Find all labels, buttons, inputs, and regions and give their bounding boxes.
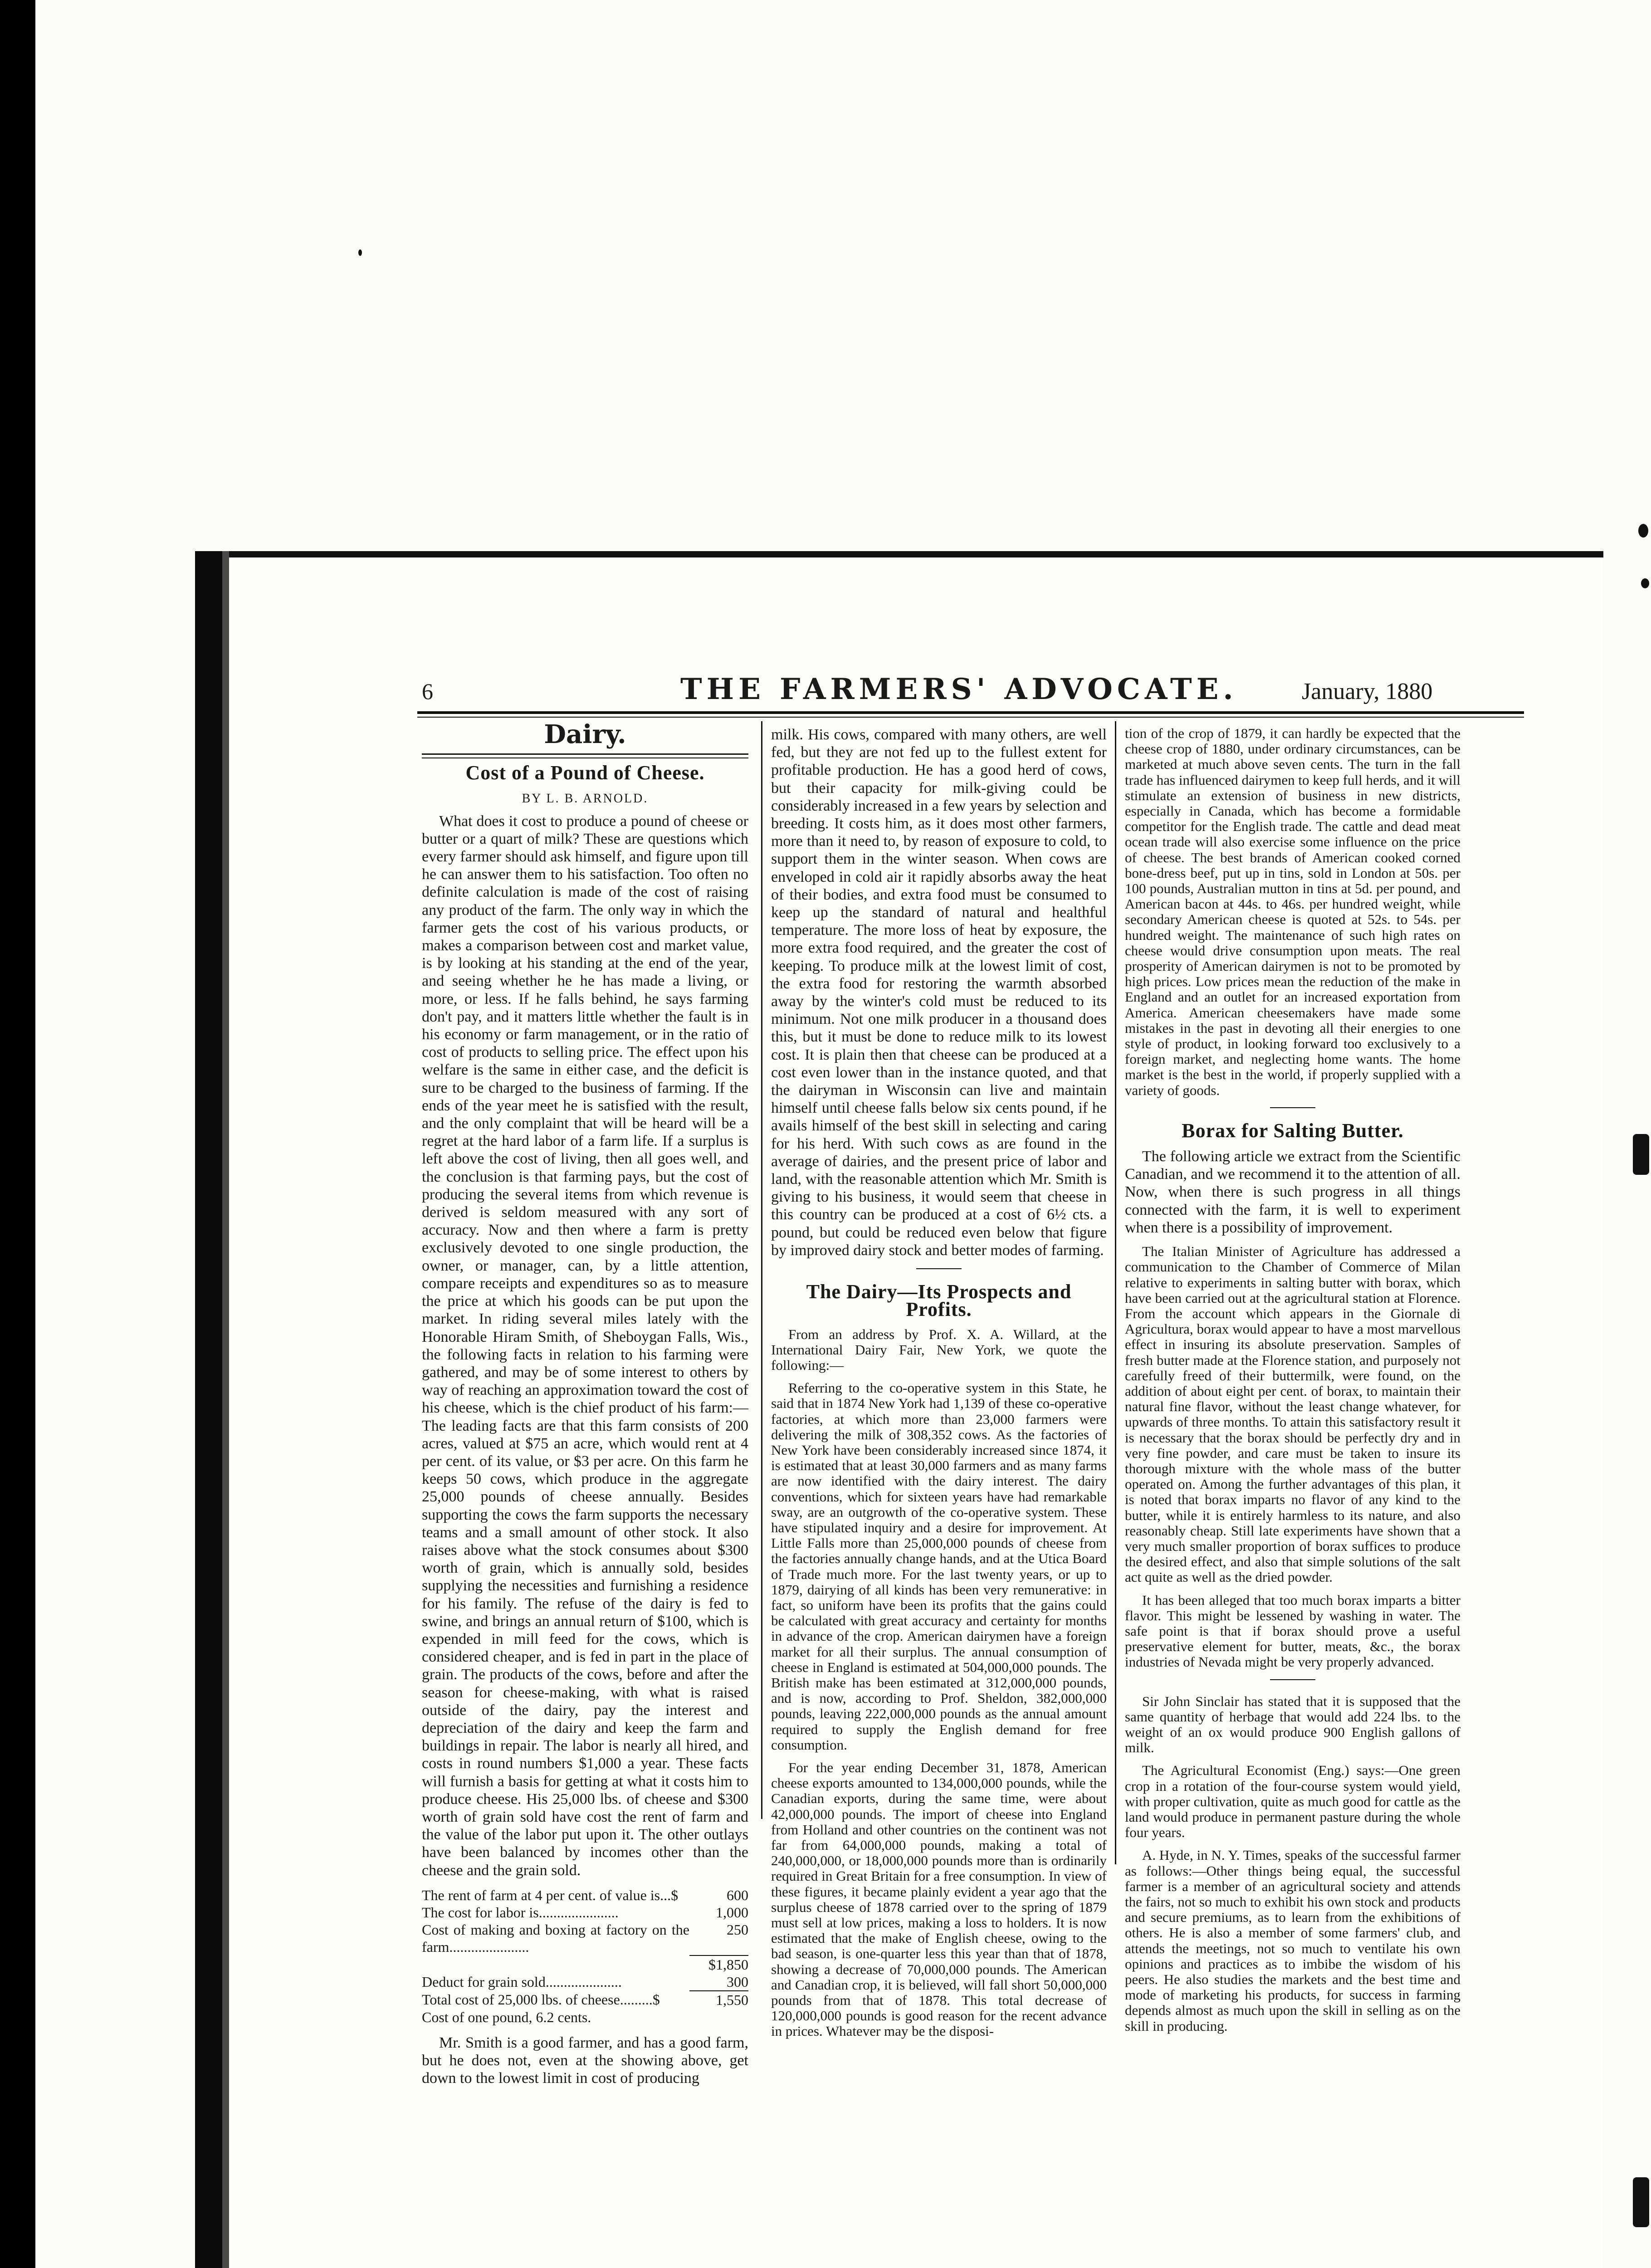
cost-value: 300	[727, 1973, 748, 1990]
column-3	[1125, 726, 1460, 2041]
cost-item: Cost of one pound, 6.2 cents.	[422, 2009, 591, 2025]
cost-item: Cost of making and boxing at factory on the farm......................	[422, 1921, 689, 1955]
article-paragraph: Mr. Smith is a good farmer, and has a good farm, but he does not, even at the showing above, get down to the lowest limit in cost of producing	[422, 2034, 748, 2087]
article-paragraph: What does it cost to produce a pound of cheese or butter or a quart of milk? These are questions which every farmer should ask himself, and figure upon till he can answer them to his satisfaction. Too often no definite calculation is made of the cost of raising any product of the farm. The only way in which the farmer gets the cost of his various products, or makes a comparison between cost and market value, is by looking at his standing at the end of the year, and seeing whether he he has made a living, or more, or less. If he falls behind, he says farming don't pay, and it matters little whether the fault is in his economy or farm management, or in the ratio of cost of products to selling price. The effect upon his welfare is the same in either case, and the deficit is sure to be charged to the business of farming. If the ends of the year meet he is satisfied with the result, and the only complaint that will be heard will be a regret at the hard labor of a farm life. If a surplus is left above the cost of living, then all goes well, and the conclusion is that farming pays, but the cost of producing the several items from which revenue is derived is seldom measured with any sort of accuracy. Now and then where a farm is pretty exclusively devoted to one single production, the owner, or manager, can, by a little attention, compare receipts and expenditures so as to measure the price at which his goods can be put upon the market. In riding several miles lately with the Honorable Hiram Smith, of Sheboygan Falls, Wis., the following facts in relation to his farming were gathered, and may be of some interest to others by way of reaching an approximation toward the cost of his cheese, which is the chief product of his farm:—The leading facts are that this farm consists of 200 acres, valued at $75 an acre, which would rent at 4 per cent. of its value, or $3 per acre. On this farm he keeps 50 cows, which produce in the aggregate 25,000 pounds of cheese annually. Besides supporting the cows the farm supports the necessary teams and a small amount of other stock. It also raises above what the stock consumes about $300 worth of grain, which is annually sold, besides supplying the necessities and furnishing a residence for his family. The refuse of the dairy is fed to swine, and brings an annual return of $100, which is expended in mill feed for the cows, which is considered cheaper, and is fed in part in the place of grain. The products of the cows, before and after the season for cheese-making, with what is raised outside of the dairy, pay the interest and depreciation of the dairy and keep the farm and buildings in repair. The labor is nearly all hired, and costs in round numbers $1,000 a year. These facts will furnish a basis for getting at what it costs him to produce cheese. His 25,000 lbs. of cheese and $300 worth of grain sold have cost the rent of farm and the value of the labor put upon it. The other outlays have been balanced by incomes other than the cheese and the grain sold.	[422, 812, 748, 1879]
article-paragraph: tion of the crop of 1879, it can hardly be expected that the cheese crop of 1880, under ordinary circumstances, can be marketed at much above seven cents. The turn in the fall trade has influenced dairymen to keep full herds, and it will stimulate an extension of business in new districts, especially in Canada, which has become a formidable competitor for the English trade. The cattle and dead meat ocean trade will also exercise some influence on the price of cheese. The best brands of American cooked corned bone-dress beef, put up in tins, sold in London at 50s. per 100 pounds, Australian mutton in tins at 5d. per pound, and American bacon at 44s. to 46s. per hundred weight, while secondary American cheese is quoted at 52s. to 54s. per hundred weight. The maintenance of such high rates on cheese would drive consumption upon meats. The real prosperity of American dairymen is not to be promoted by high prices. Low prices mean the reduction of the make in England and an outlet for an increased exportation from America. American cheesemakers have made some mistakes in the past in devoting all their energies to one style of product, in looking forward too exclusively to a foreign market, and neglecting home wants. The home market is the best in the world, if properly supplied with a variety of goods.	[1125, 725, 1460, 1098]
edge-speck	[358, 249, 362, 256]
cost-item: Total cost of 25,000 lbs. of cheese.........$	[422, 1991, 660, 2008]
cost-value: 600	[727, 1887, 748, 1903]
article-paragraph: The following article we extract from the Scientific Canadian, and we recommend it to the attention of all. Now, when there is such progress in all things connected with the farm, it is well to experiment when there is a possibility of improvement.	[1125, 1148, 1460, 1236]
article-divider	[1270, 1107, 1315, 1108]
article-divider	[1270, 1679, 1315, 1680]
misc-paragraph: A. Hyde, in N. Y. Times, speaks of the successful farmer as follows:—Other things being equal, the successful farmer is a member of an agricultural society and attends the fairs, not so much to exhibit his own stock and products and secure premiums, as to learn from the exhibitions of others. He is also a member of some farmers' club, and attends the meetings, not so much to ventilate his own opinions and practices as to imbibe the wisdom of his peers. He also studies the markets and the best time and mode of marketing his products, for success in farming depends almost as much upon the skill in selling as on the skill in producing.	[1125, 1847, 1460, 2034]
column-rule	[1115, 721, 1116, 1864]
column-rule	[761, 721, 762, 1819]
cost-item	[422, 1955, 689, 1973]
masthead-rule-thin	[417, 717, 1524, 718]
cost-item: The rent of farm at 4 per cent. of value is...$	[422, 1887, 679, 1903]
cost-value: 1,550	[689, 1991, 748, 2009]
edge-speck	[1641, 578, 1649, 588]
paper-title: THE FARMERS' ADVOCATE.	[680, 672, 1238, 706]
article-title-dairy: The Dairy—Its Prospects and Profits.	[806, 1281, 1072, 1321]
column-2	[771, 726, 1107, 2047]
misc-paragraph: Sir John Sinclair has stated that it is supposed that the same quantity of herbage that would add 224 lbs. to the weight of an ox would produce 900 English gallons of milk.	[1125, 1693, 1460, 1756]
cost-row	[422, 1955, 748, 1973]
edge-speck	[1638, 524, 1648, 538]
column-1	[422, 719, 748, 2094]
article-body-small	[1125, 726, 1460, 1098]
edge-speck	[1633, 1134, 1649, 1175]
cost-row	[422, 1973, 748, 1991]
article-body-small	[1125, 1244, 1460, 1670]
article-byline: BY L. B. ARNOLD.	[522, 792, 649, 806]
article-paragraph: Referring to the co-operative system in this State, he said that in 1874 New York had 1,139 of these co-operative factories, at which more than 23,000 farmers were delivering the milk of 308,352 cows. As the factories of New York have been considerably increased since 1874, it is estimated that at least 30,000 farmers and as many farms are now identified with the dairy interest. The dairy conventions, which for sixteen years have had remarkable sway, are an outgrowth of the co-operative system. These have stipulated inquiry and a desire for improvement. At Little Falls more than 25,000,000 pounds of cheese from the factories annually change hands, and at the Utica Board of Trade much more. For the last twenty years, or up to 1879, dairying of all kinds has been very remunerative: in fact, so uniform have been its profits that the gains could be calculated with great accuracy and certainty for months in advance of the crop. American dairymen have a foreign market for all their surplus. The annual consumption of cheese in England is estimated at 504,000,000 pounds. The British make has been estimated at 312,000,000 pounds, and is now, according to Prof. Sheldon, 382,000,000 pounds, leaving 222,000,000 pounds as the annual amount required to supply the English demand for free consumption.	[771, 1380, 1107, 1753]
misc-paragraph: The Agricultural Economist (Eng.) says:—One green crop in a rotation of the four-course system would yield, with proper cultivation, quite as much good for cattle as the land would produce in permanent pasture during the whole four years.	[1125, 1762, 1460, 1841]
article-paragraph: milk. His cows, compared with many others, are well fed, but they are not fed up to the fullest extent for profitable production. He has a good herd of cows, but their capacity for milk-giving could be considerably increased in a few years by selection and breeding. It costs him, as it does most other farmers, more than it need to, by reason of exposure to cold, to support them in the winter season. When cows are enveloped in cold air it rapidly absorbs away the heat of their bodies, and extra food must be consumed to keep up the standard of natural and healthful temperature. The more loss of heat by exposure, the more extra food required, and the greater the cost of keeping. To produce milk at the lowest limit of cost, the extra food for restoring the warmth absorbed away by the winter's cold must be reduced to its minimum. Not one milk producer in a thousand does this, but it must be done to reduce milk to its lowest cost. It is plain then that cheese can be produced at a cost even lower than in the instance quoted, and that the dairyman in Wisconsin can live and maintain himself until cheese falls below six cents pound, if he avails himself of the best skill in selecting and caring for his herd. With such cows as are found in the average of dairies, and the present price of labor and land, with the reasonable attention which Mr. Smith is giving to his business, it would seem that cheese in this country can be produced at a cost of 6½ cts. a pound, but could be reduced even below that figure by improved dairy stock and better modes of farming.	[771, 726, 1107, 1259]
edge-speck	[1633, 2177, 1649, 2227]
cost-value: 1,000	[716, 1904, 748, 1921]
cost-row	[422, 1904, 748, 1921]
article-paragraph: For the year ending December 31, 1878, American cheese exports amounted to 134,000,000 pounds, while the Canadian exports, during the same time, were about 42,000,000 pounds. The import of cheese into England from Holland and other countries on the continent was not far from 64,000,000 pounds, making a total of 240,000,000, or 18,000,000 pounds more than is ordinarily required in Great Britain for a free consumption. In view of these figures, it became plainly evident a year ago that the surplus cheese of 1878 carried over to the spring of 1879 must sell at low prices, making a loss to holders. It is now estimated that the make of English cheese, owing to the bad season, is one-quarter less this year than that of 1878, showing a decrease of 70,000,000 pounds. The American and Canadian crop, it is believed, will fall short 50,000,000 pounds from that of 1878. This total decrease of 120,000,000 pounds is good reason for the recent advance in prices. Whatever may be the disposi-	[771, 1759, 1107, 2039]
issue-date: January, 1880	[1302, 679, 1433, 704]
cost-item: Deduct for grain sold.....................	[422, 1973, 622, 1990]
section-heading: Dairy.	[544, 719, 626, 749]
cost-row	[422, 1991, 748, 2009]
book-binding	[195, 551, 222, 2268]
article-paragraph: It has been alleged that too much borax imparts a bitter flavor. This might be lessened by washing in water. The safe point is that if borax should prove a useful preservative element for butter, meats, &c., the borax industries of Nevada might be very properly advanced.	[1125, 1592, 1460, 1670]
cost-value: 250	[727, 1921, 748, 1938]
cost-row	[422, 1887, 748, 1904]
miscellany-notes	[1125, 1694, 1460, 2034]
cost-value	[689, 2009, 748, 2026]
article-divider	[916, 1268, 962, 1269]
page-number: 6	[422, 679, 433, 704]
cost-row	[422, 1921, 748, 1955]
masthead-rule-thick	[417, 711, 1524, 714]
article-title-cheese: Cost of a Pound of Cheese.	[465, 762, 705, 784]
cost-row	[422, 2009, 748, 2026]
cost-value: $1,850	[689, 1955, 748, 1973]
article-title-borax: Borax for Salting Butter.	[1182, 1119, 1404, 1142]
heading-rule	[422, 753, 748, 755]
cost-item: The cost for labor is......................	[422, 1904, 619, 1921]
cost-table	[422, 1887, 748, 2026]
article-paragraph: The Italian Minister of Agriculture has addressed a communication to the Chamber of Commerce of Milan relative to experiments in salting butter with borax, which have been carried out at the agricultural station at Florence. From the account which appears in the Giornale di Agricultura, borax would appear to have a most marvellous effect in insuring its absolute preservation. Samples of fresh butter made at the Florence station, and purposely not carefully freed of their buttermilk, were found, on the addition of about eight per cent. of borax, to maintain their natural fine flavor, without the least change whatever, for upwards of three months. To attain this satisfactory result it is necessary that the borax should be perfectly dry and in very fine powder, and care must be taken to insure its thorough mixture with the whole mass of the butter operated on. Among the further advantages of this plan, it is noted that borax imparts no flavor of any kind to the butter, while it is entirely harmless to its nature, and also reasonably cheap. Still late experiments have shown that a very much smaller proportion of borax suffices to produce the desired effect, and also that simple solutions of the salt act quite as well as the dried powder.	[1125, 1243, 1460, 1585]
article-paragraph: From an address by Prof. X. A. Willard, at the International Dairy Fair, New York, we quote the following:—	[771, 1326, 1107, 1373]
article-body-small	[771, 1327, 1107, 2039]
